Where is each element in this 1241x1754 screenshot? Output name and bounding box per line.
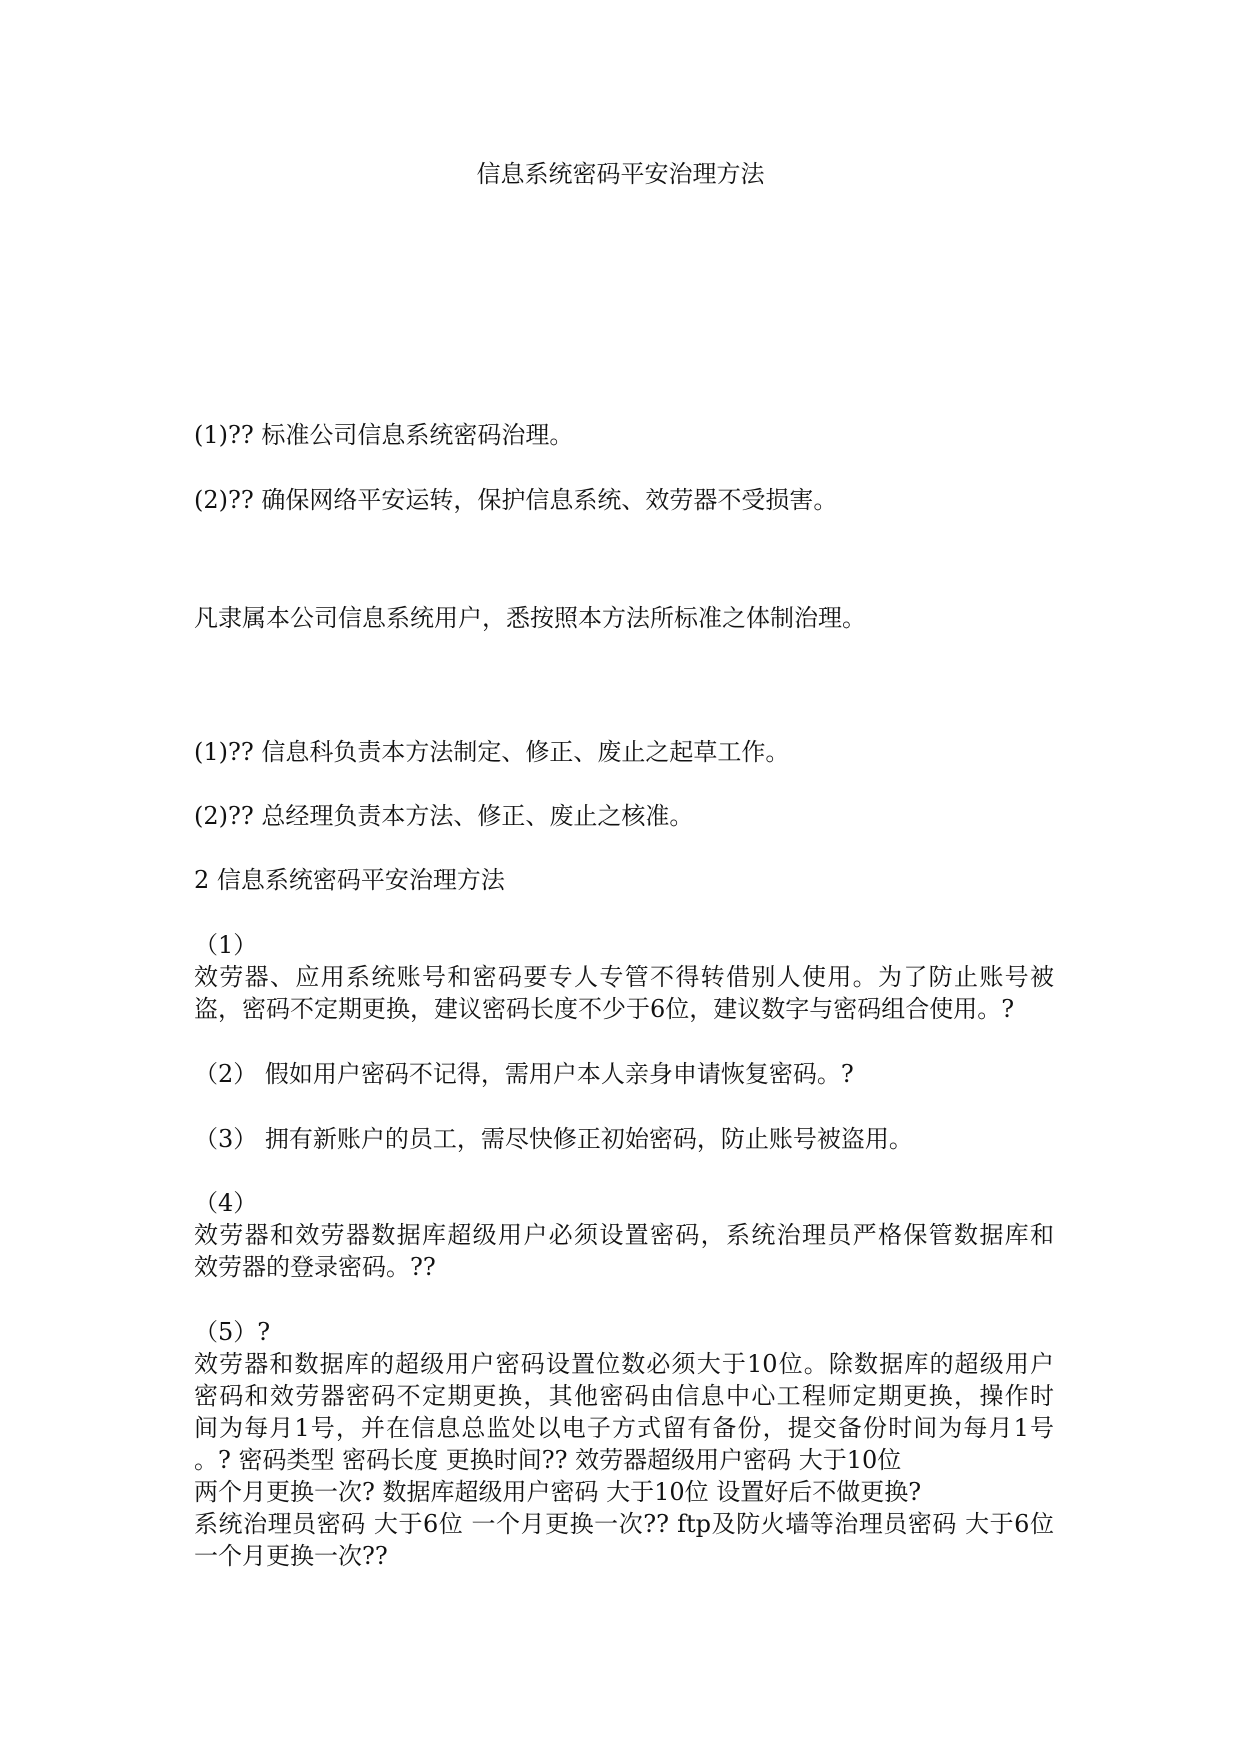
rule-1-line-2: 盗，密码不定期更换，建议密码长度不少于6位，建议数字与密码组合使用。? <box>194 995 1015 1023</box>
rule-4-line-1: 效劳器和效劳器数据库超级用户必须设置密码，系统治理员严格保管数据库和 <box>194 1221 1054 1249</box>
rule-5-line-1: 效劳器和数据库的超级用户密码设置位数必须大于10位。除数据库的超级用户 <box>194 1350 1054 1378</box>
responsibility-item-1: (1)?? 信息科负责本方法制定、修正、废止之起草工作。 <box>194 738 790 766</box>
rule-5-number: （5）? <box>194 1318 271 1346</box>
rule-5-line-3: 间为每月1号，并在信息总监处以电子方式留有备份，提交备份时间为每月1号 <box>194 1414 1054 1442</box>
rule-5-line-4: 。? 密码类型 密码长度 更换时间?? 效劳器超级用户密码 大于10位 <box>194 1446 902 1474</box>
rule-4-number: （4） <box>194 1189 258 1217</box>
scope-text: 凡隶属本公司信息系统用户，悉按照本方法所标准之体制治理。 <box>194 604 866 632</box>
rule-1-number: （1） <box>194 931 258 959</box>
rule-5-line-6: 系统治理员密码 大于6位 一个月更换一次?? ftp及防火墙等治理员密码 大于6位 <box>194 1510 1054 1538</box>
section-heading: 2 信息系统密码平安治理方法 <box>194 866 505 894</box>
rule-2: （2） 假如用户密码不记得，需用户本人亲身申请恢复密码。? <box>194 1060 854 1088</box>
rule-3: （3） 拥有新账户的员工，需尽快修正初始密码，防止账号被盗用。 <box>194 1125 913 1153</box>
page-title: 信息系统密码平安治理方法 <box>476 160 765 188</box>
responsibility-item-2: (2)?? 总经理负责本方法、修正、废止之核准。 <box>194 802 694 830</box>
rule-1-line-1: 效劳器、应用系统账号和密码要专人专管不得转借别人使用。为了防止账号被 <box>194 963 1054 991</box>
rule-5-line-2: 密码和效劳器密码不定期更换，其他密码由信息中心工程师定期更换，操作时 <box>194 1382 1054 1410</box>
rule-5-line-7: 一个月更换一次?? <box>194 1542 388 1570</box>
rule-5-line-5: 两个月更换一次? 数据库超级用户密码 大于10位 设置好后不做更换? <box>194 1478 922 1506</box>
rule-4-line-2: 效劳器的登录密码。?? <box>194 1253 436 1281</box>
purpose-item-1: (1)?? 标准公司信息系统密码治理。 <box>194 421 574 449</box>
purpose-item-2: (2)?? 确保网络平安运转，保护信息系统、效劳器不受损害。 <box>194 486 838 514</box>
